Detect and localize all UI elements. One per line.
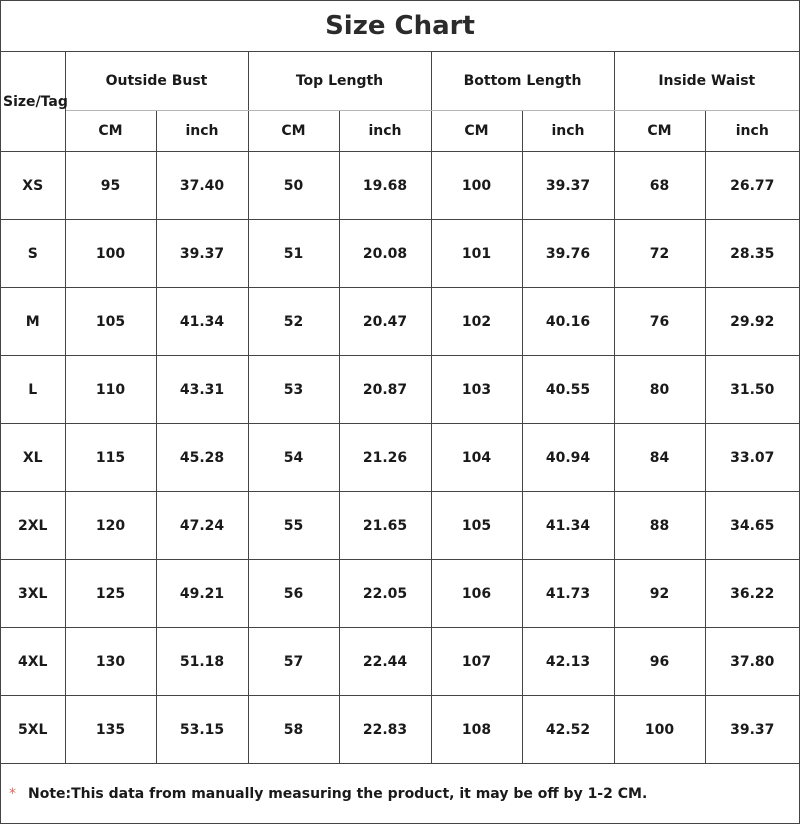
- measurement-cell: 42.13: [522, 628, 614, 696]
- unit-header: inch: [339, 111, 431, 152]
- measurement-cell: 53: [248, 356, 339, 424]
- measurement-cell: 72: [614, 220, 705, 288]
- size-label: 5XL: [1, 696, 65, 764]
- measurement-cell: 130: [65, 628, 156, 696]
- measurement-cell: 50: [248, 152, 339, 220]
- measurement-cell: 115: [65, 424, 156, 492]
- unit-header: CM: [248, 111, 339, 152]
- measurement-cell: 100: [431, 152, 522, 220]
- measurement-cell: 37.40: [156, 152, 248, 220]
- measurement-cell: 40.55: [522, 356, 614, 424]
- measurement-cell: 42.52: [522, 696, 614, 764]
- table-body: [1, 152, 799, 764]
- measurement-cell: 33.07: [705, 424, 799, 492]
- measurement-cell: 40.94: [522, 424, 614, 492]
- size-label: 2XL: [1, 492, 65, 560]
- unit-header: CM: [65, 111, 156, 152]
- group-header: Outside Bust: [65, 52, 248, 111]
- measurement-cell: 84: [614, 424, 705, 492]
- measurement-cell: 110: [65, 356, 156, 424]
- measurement-cell: 125: [65, 560, 156, 628]
- size-table: [1, 52, 799, 764]
- note-asterisk: *: [9, 785, 16, 802]
- measurement-cell: 22.44: [339, 628, 431, 696]
- measurement-cell: 96: [614, 628, 705, 696]
- measurement-cell: 26.77: [705, 152, 799, 220]
- note-text: Note:This data from manually measuring the product, it may be off by 1-2 CM.: [28, 785, 648, 802]
- measurement-cell: 20.87: [339, 356, 431, 424]
- measurement-cell: 107: [431, 628, 522, 696]
- measurement-cell: 41.73: [522, 560, 614, 628]
- measurement-cell: 100: [614, 696, 705, 764]
- size-label: XL: [1, 424, 65, 492]
- unit-header: CM: [431, 111, 522, 152]
- measurement-cell: 20.47: [339, 288, 431, 356]
- measurement-cell: 55: [248, 492, 339, 560]
- group-header: Inside Waist: [614, 52, 799, 111]
- table-row: [1, 152, 799, 220]
- measurement-cell: 102: [431, 288, 522, 356]
- measurement-cell: 45.28: [156, 424, 248, 492]
- unit-header-row: [1, 111, 799, 152]
- measurement-cell: 41.34: [156, 288, 248, 356]
- measurement-cell: 58: [248, 696, 339, 764]
- measurement-cell: 19.68: [339, 152, 431, 220]
- measurement-cell: 68: [614, 152, 705, 220]
- measurement-cell: 53.15: [156, 696, 248, 764]
- table-row: [1, 696, 799, 764]
- measurement-cell: 54: [248, 424, 339, 492]
- measurement-cell: 120: [65, 492, 156, 560]
- measurement-cell: 31.50: [705, 356, 799, 424]
- measurement-cell: 135: [65, 696, 156, 764]
- measurement-cell: 56: [248, 560, 339, 628]
- measurement-cell: 51: [248, 220, 339, 288]
- measurement-cell: 39.76: [522, 220, 614, 288]
- measurement-cell: 105: [65, 288, 156, 356]
- measurement-cell: 52: [248, 288, 339, 356]
- table-header: [1, 52, 799, 152]
- measurement-cell: 37.80: [705, 628, 799, 696]
- measurement-cell: 39.37: [705, 696, 799, 764]
- group-header-row: [1, 52, 799, 111]
- unit-header: inch: [156, 111, 248, 152]
- size-label: 4XL: [1, 628, 65, 696]
- measurement-cell: 47.24: [156, 492, 248, 560]
- measurement-cell: 104: [431, 424, 522, 492]
- measurement-cell: 41.34: [522, 492, 614, 560]
- size-tag-header: Size/Tag: [1, 52, 65, 152]
- size-label: M: [1, 288, 65, 356]
- measurement-cell: 88: [614, 492, 705, 560]
- measurement-cell: 108: [431, 696, 522, 764]
- measurement-cell: 105: [431, 492, 522, 560]
- measurement-cell: 22.83: [339, 696, 431, 764]
- size-label: L: [1, 356, 65, 424]
- table-row: [1, 628, 799, 696]
- size-label: XS: [1, 152, 65, 220]
- unit-header: CM: [614, 111, 705, 152]
- size-label: 3XL: [1, 560, 65, 628]
- table-row: [1, 356, 799, 424]
- measurement-cell: 80: [614, 356, 705, 424]
- measurement-cell: 21.26: [339, 424, 431, 492]
- measurement-cell: 76: [614, 288, 705, 356]
- measurement-cell: 43.31: [156, 356, 248, 424]
- size-label: S: [1, 220, 65, 288]
- measurement-cell: 100: [65, 220, 156, 288]
- unit-header: inch: [705, 111, 799, 152]
- measurement-cell: 39.37: [156, 220, 248, 288]
- table-row: [1, 492, 799, 560]
- measurement-cell: 40.16: [522, 288, 614, 356]
- measurement-cell: 103: [431, 356, 522, 424]
- measurement-cell: 21.65: [339, 492, 431, 560]
- table-row: [1, 288, 799, 356]
- table-row: [1, 424, 799, 492]
- measurement-cell: 20.08: [339, 220, 431, 288]
- measurement-cell: 106: [431, 560, 522, 628]
- table-row: [1, 560, 799, 628]
- measurement-cell: 22.05: [339, 560, 431, 628]
- unit-header: inch: [522, 111, 614, 152]
- measurement-cell: 29.92: [705, 288, 799, 356]
- measurement-cell: 28.35: [705, 220, 799, 288]
- measurement-cell: 39.37: [522, 152, 614, 220]
- measurement-cell: 51.18: [156, 628, 248, 696]
- group-header: Top Length: [248, 52, 431, 111]
- group-header: Bottom Length: [431, 52, 614, 111]
- measurement-cell: 36.22: [705, 560, 799, 628]
- measurement-note: [1, 764, 799, 823]
- measurement-cell: 101: [431, 220, 522, 288]
- measurement-cell: 34.65: [705, 492, 799, 560]
- measurement-cell: 49.21: [156, 560, 248, 628]
- measurement-cell: 95: [65, 152, 156, 220]
- table-row: [1, 220, 799, 288]
- measurement-cell: 92: [614, 560, 705, 628]
- measurement-cell: 57: [248, 628, 339, 696]
- page-title: Size Chart: [1, 1, 799, 52]
